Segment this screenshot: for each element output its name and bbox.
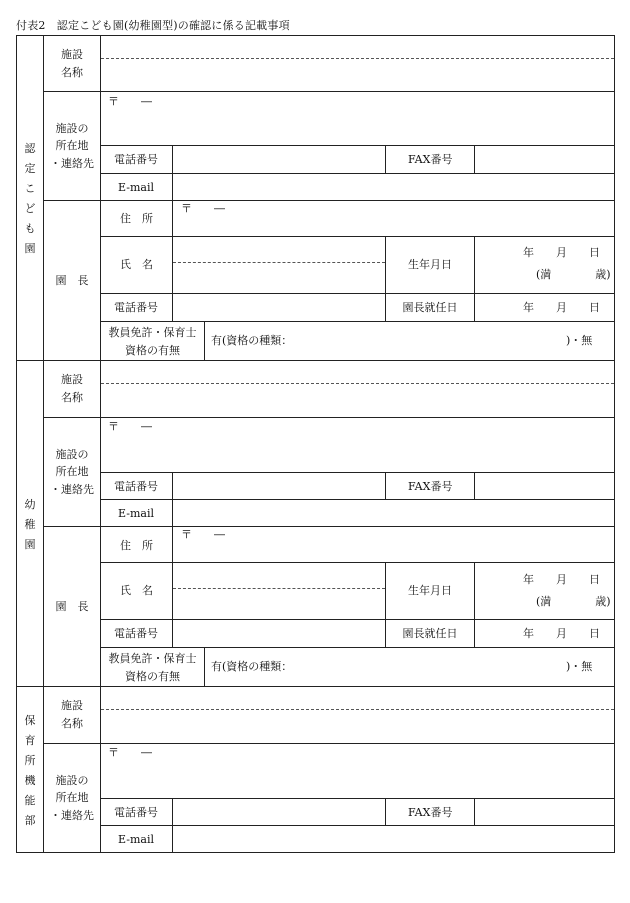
phone-label: 電話番号 <box>114 480 158 493</box>
col-border <box>172 526 173 648</box>
row-border <box>100 619 615 620</box>
postal-code-field: 〒 ― <box>108 746 152 759</box>
col-border <box>474 145 475 174</box>
section-char: こ <box>24 181 36 195</box>
section-char: 育 <box>24 733 36 747</box>
name-label: 氏 名 <box>120 584 153 597</box>
section-char: 園 <box>24 537 36 551</box>
row-border <box>100 173 615 174</box>
row-border <box>100 145 615 146</box>
location-label: 施設の 所在地 ・連絡先 <box>50 447 94 496</box>
row-border <box>100 798 615 799</box>
birthdate-label: 生年月日 <box>408 258 452 272</box>
postal-code-field: 〒 ― <box>108 95 152 108</box>
address-label: 住 所 <box>120 539 153 552</box>
col-border <box>385 472 386 500</box>
email-label: E-mail <box>118 507 154 520</box>
row-border <box>43 91 615 92</box>
appointment-date-label: 園長就任日 <box>402 627 458 641</box>
section-char: 定 <box>24 161 36 175</box>
section-label-kindergarten <box>16 361 44 687</box>
facility-name-label: 施設 名称 <box>61 699 83 730</box>
col-border <box>385 145 386 174</box>
address-label: 住 所 <box>120 212 153 225</box>
phone-label: 電話番号 <box>114 153 158 166</box>
row-border <box>100 562 615 563</box>
furigana-line <box>173 588 385 589</box>
location-label: 施設の 所在地 ・連絡先 <box>50 121 94 170</box>
table-border <box>614 35 615 853</box>
facility-name-label: 施設 名称 <box>61 373 83 404</box>
license-none-field: )・無 <box>566 660 593 673</box>
director-label: 園 長 <box>55 274 89 288</box>
section-label-nursery <box>16 687 44 853</box>
section-char: 幼 <box>24 497 36 511</box>
furigana-line <box>101 58 614 59</box>
section-char: ど <box>24 201 36 215</box>
fax-label: FAX番号 <box>408 480 453 493</box>
section-char: も <box>24 221 36 235</box>
location-label: 施設の 所在地 ・連絡先 <box>50 773 94 822</box>
section-border <box>16 360 615 361</box>
director-phone-label: 電話番号 <box>114 627 158 640</box>
birthdate-field: 年 月 日 <box>523 573 600 586</box>
col-border <box>204 647 205 687</box>
section-char: 能 <box>24 793 36 807</box>
license-label: 教員免許・保育士 資格の有無 <box>108 651 197 683</box>
name-label: 氏 名 <box>120 258 153 271</box>
row-border <box>100 293 615 294</box>
row-border <box>43 743 615 744</box>
col-border <box>474 562 475 648</box>
section-label-kodomoen <box>16 35 44 361</box>
birthdate-field: 年 月 日 <box>523 246 600 259</box>
fax-label: FAX番号 <box>408 153 453 166</box>
license-type-field: 有(資格の種類： <box>211 660 293 673</box>
col-border <box>385 798 386 826</box>
license-none-field: )・無 <box>566 334 593 347</box>
row-border <box>43 417 615 418</box>
row-border <box>43 526 615 527</box>
email-label: E-mail <box>118 833 154 846</box>
table-border <box>16 852 615 853</box>
phone-label: 電話番号 <box>114 806 158 819</box>
director-phone-label: 電話番号 <box>114 301 158 314</box>
table-border <box>100 35 101 853</box>
postal-code-field: 〒 ― <box>108 420 152 433</box>
age-field: (満 歳) <box>536 595 611 608</box>
section-char: 保 <box>24 713 36 727</box>
furigana-line <box>101 709 614 710</box>
age-field: (満 歳) <box>536 268 611 281</box>
license-type-field: 有(資格の種類： <box>211 334 293 347</box>
row-border <box>100 236 615 237</box>
row-border <box>100 472 615 473</box>
postal-code-field: 〒 ― <box>181 202 225 215</box>
col-border <box>172 200 173 322</box>
section-char: 部 <box>24 813 36 827</box>
col-border <box>474 798 475 826</box>
section-char: 認 <box>24 141 36 155</box>
col-border <box>204 321 205 361</box>
col-border <box>474 236 475 322</box>
page-title: 付表2 認定こども園(幼稚園型)の確認に係る記載事項 <box>16 19 290 32</box>
table-border <box>16 35 615 36</box>
license-label: 教員免許・保育士 資格の有無 <box>108 325 197 357</box>
appointment-date-field: 年 月 日 <box>523 301 600 314</box>
section-char: 園 <box>24 241 36 255</box>
furigana-line <box>173 262 385 263</box>
row-border <box>100 825 615 826</box>
email-label: E-mail <box>118 181 154 194</box>
fax-label: FAX番号 <box>408 806 453 819</box>
appointment-date-field: 年 月 日 <box>523 627 600 640</box>
director-label: 園 長 <box>55 600 89 614</box>
birthdate-label: 生年月日 <box>408 584 452 598</box>
section-char: 稚 <box>24 517 36 531</box>
section-char: 機 <box>24 773 36 787</box>
row-border <box>43 200 615 201</box>
section-border <box>16 686 615 687</box>
postal-code-field: 〒 ― <box>181 528 225 541</box>
col-border <box>474 472 475 500</box>
section-char: 所 <box>24 753 36 767</box>
appointment-date-label: 園長就任日 <box>402 301 458 315</box>
row-border <box>100 499 615 500</box>
furigana-line <box>101 383 614 384</box>
facility-name-label: 施設 名称 <box>61 47 83 79</box>
